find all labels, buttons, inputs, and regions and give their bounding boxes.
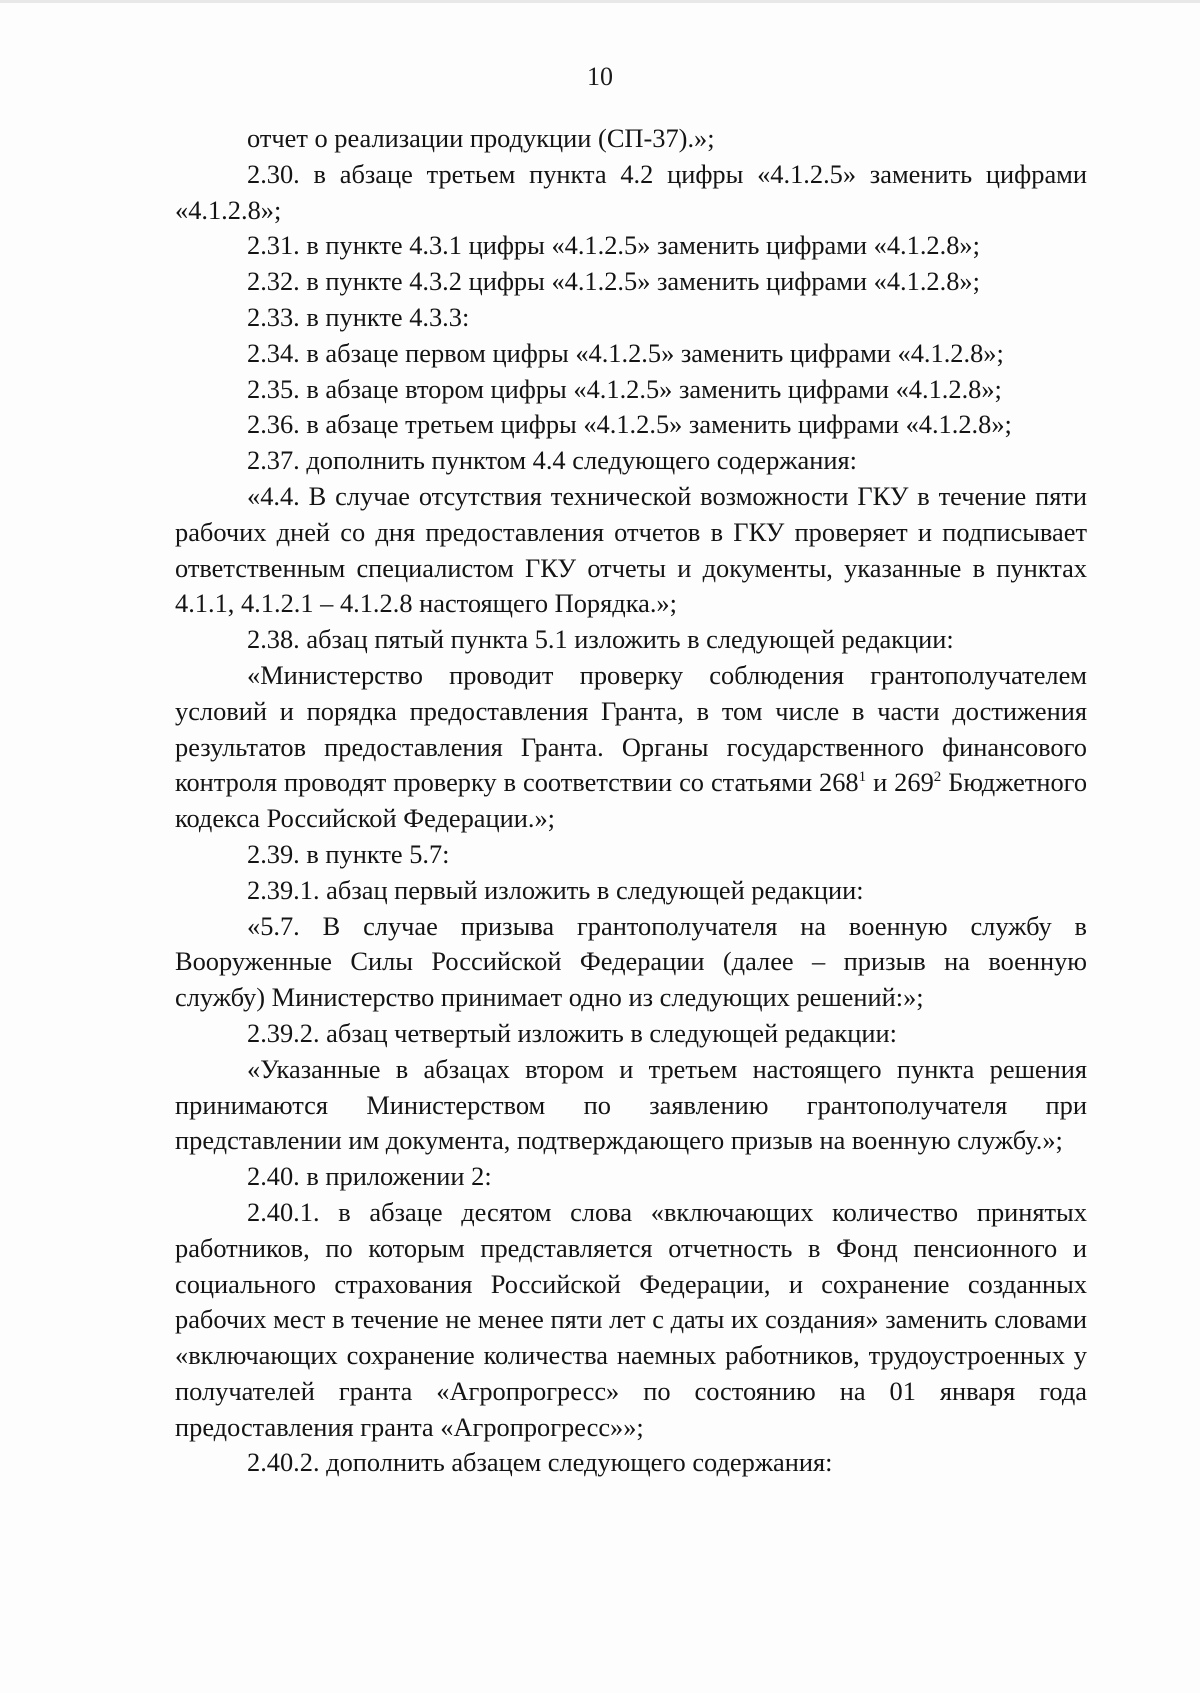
paragraph: «4.4. В случае отсутствия технической возможности ГКУ в течение пяти рабочих дней со дня предоставления отчетов в ГКУ проверяет и подписывает ответственным специалистом ГКУ отчеты и документы, указанные в пунктах 4.1.1, 4.1.2.1 – 4.1.2.8 настоящего Порядка.»; — [175, 480, 1087, 619]
paragraph-text: «Министерство проводит проверку соблюдения грантополучателем условий и порядка предоставления Гранта, в том числе в части достижения результатов предоставления Гранта. Органы государственного финансового контроля проводят проверку в соответствии со статьями 268 — [175, 659, 1087, 798]
superscript: 1 — [858, 769, 867, 786]
paragraph: 2.40. в приложении 2: — [247, 1161, 492, 1192]
paragraph-text: и 269 — [866, 767, 934, 798]
paragraph: 2.34. в абзаце первом цифры «4.1.2.5» заменить цифрами «4.1.2.8»; — [247, 337, 1004, 368]
paragraph: 2.37. дополнить пунктом 4.4 следующего содержания: — [247, 445, 857, 476]
paragraph: 2.40.1. в абзаце десятом слова «включающих количество принятых работников, по которым представляется отчетность в Фонд пенсионного и социального страхования Российской Федерации, и сохранение созданных рабочих мест в течение не менее пяти лет с даты их создания» заменить словами «включающих сохранение количества наемных работников, трудоустроенных у получателей гранта «Агропрогресс» по состоянию на 01 января года предоставления гранта «Агропрогресс»»; — [175, 1196, 1087, 1442]
paragraph: 2.30. в абзаце третьем пункта 4.2 цифры «4.1.2.5» заменить цифрами «4.1.2.8»; — [175, 158, 1087, 225]
paragraph: отчет о реализации продукции (СП-37).»; — [247, 123, 715, 153]
paragraph: 2.39.1. абзац первый изложить в следующей редакции: — [247, 874, 864, 905]
paragraph: 2.32. в пункте 4.3.2 цифры «4.1.2.5» заменить цифрами «4.1.2.8»; — [247, 266, 980, 297]
paragraph: 2.33. в пункте 4.3.3: — [247, 301, 470, 332]
document-body — [175, 121, 1087, 1481]
paragraph: «5.7. В случае призыва грантополучателя на военную службу в Вооруженные Силы Российской Федерации (далее – призыв на военную службу) Министерство принимает одно из следующих решений:»; — [175, 910, 1087, 1013]
paragraph: «Указанные в абзацах втором и третьем настоящего пункта решения принимаются Министерством по заявлению грантополучателя при представлении им документа, подтверждающего призыв на военную службу.»; — [175, 1053, 1087, 1156]
paragraph-text: Бюджетного кодекса Российской Федерации.»; — [175, 767, 1088, 834]
paragraph: 2.35. в абзаце втором цифры «4.1.2.5» заменить цифрами «4.1.2.8»; — [247, 373, 1002, 404]
paragraph: 2.40.2. дополнить абзацем следующего содержания: — [247, 1447, 833, 1478]
paragraph: 2.36. в абзаце третьем цифры «4.1.2.5» заменить цифрами «4.1.2.8»; — [247, 409, 1012, 440]
paragraph: 2.31. в пункте 4.3.1 цифры «4.1.2.5» заменить цифрами «4.1.2.8»; — [247, 230, 980, 261]
page-number: 10 — [587, 62, 613, 91]
paragraph: 2.39.2. абзац четвертый изложить в следующей редакции: — [247, 1017, 897, 1048]
paragraph-with-superscripts — [175, 658, 1087, 837]
paragraph: 2.38. абзац пятый пункта 5.1 изложить в следующей редакции: — [247, 624, 954, 655]
superscript: 2 — [933, 769, 942, 786]
paragraph: 2.39. в пункте 5.7: — [247, 838, 450, 869]
